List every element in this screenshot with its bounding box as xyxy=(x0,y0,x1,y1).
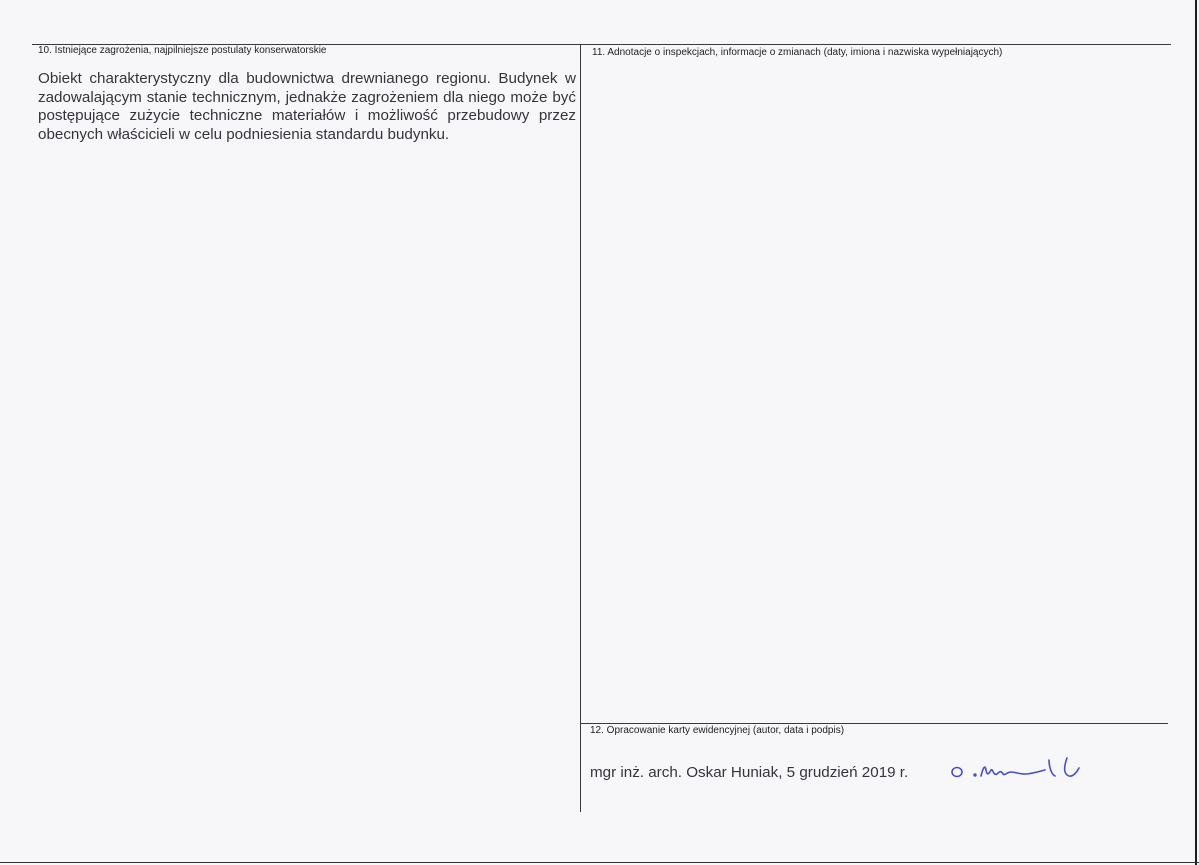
section-12-rule xyxy=(580,723,1168,724)
section-11-label: 11. Adnotacje o inspekcjach, informacje o zmianach (daty, imiona i nazwiska wypełniających) xyxy=(592,47,1003,58)
section-10-text: Obiekt charakterystyczny dla budownictwa drewnianego regionu. Budynek w zadowalającym stanie technicznym, jednakże zagrożeniem dla niego może być postępujące zużycie techniczne materiałów i możliwość przebudowy przez obecnych właścicieli w celu podniesienia standardu budynku. xyxy=(38,70,576,143)
author-line: mgr inż. arch. Oskar Huniak, 5 grudzień 2019 r. xyxy=(590,764,909,781)
handwritten-signature xyxy=(945,750,1095,790)
column-divider xyxy=(580,44,581,812)
section-10-label: 10. Istniejące zagrożenia, najpilniejsze postulaty konserwatorskie xyxy=(38,45,327,56)
page-border-bottom xyxy=(0,862,1199,863)
section-12-label: 12. Opracowanie karty ewidencyjnej (autor, data i podpis) xyxy=(590,725,845,736)
page-border-right xyxy=(1195,0,1197,865)
